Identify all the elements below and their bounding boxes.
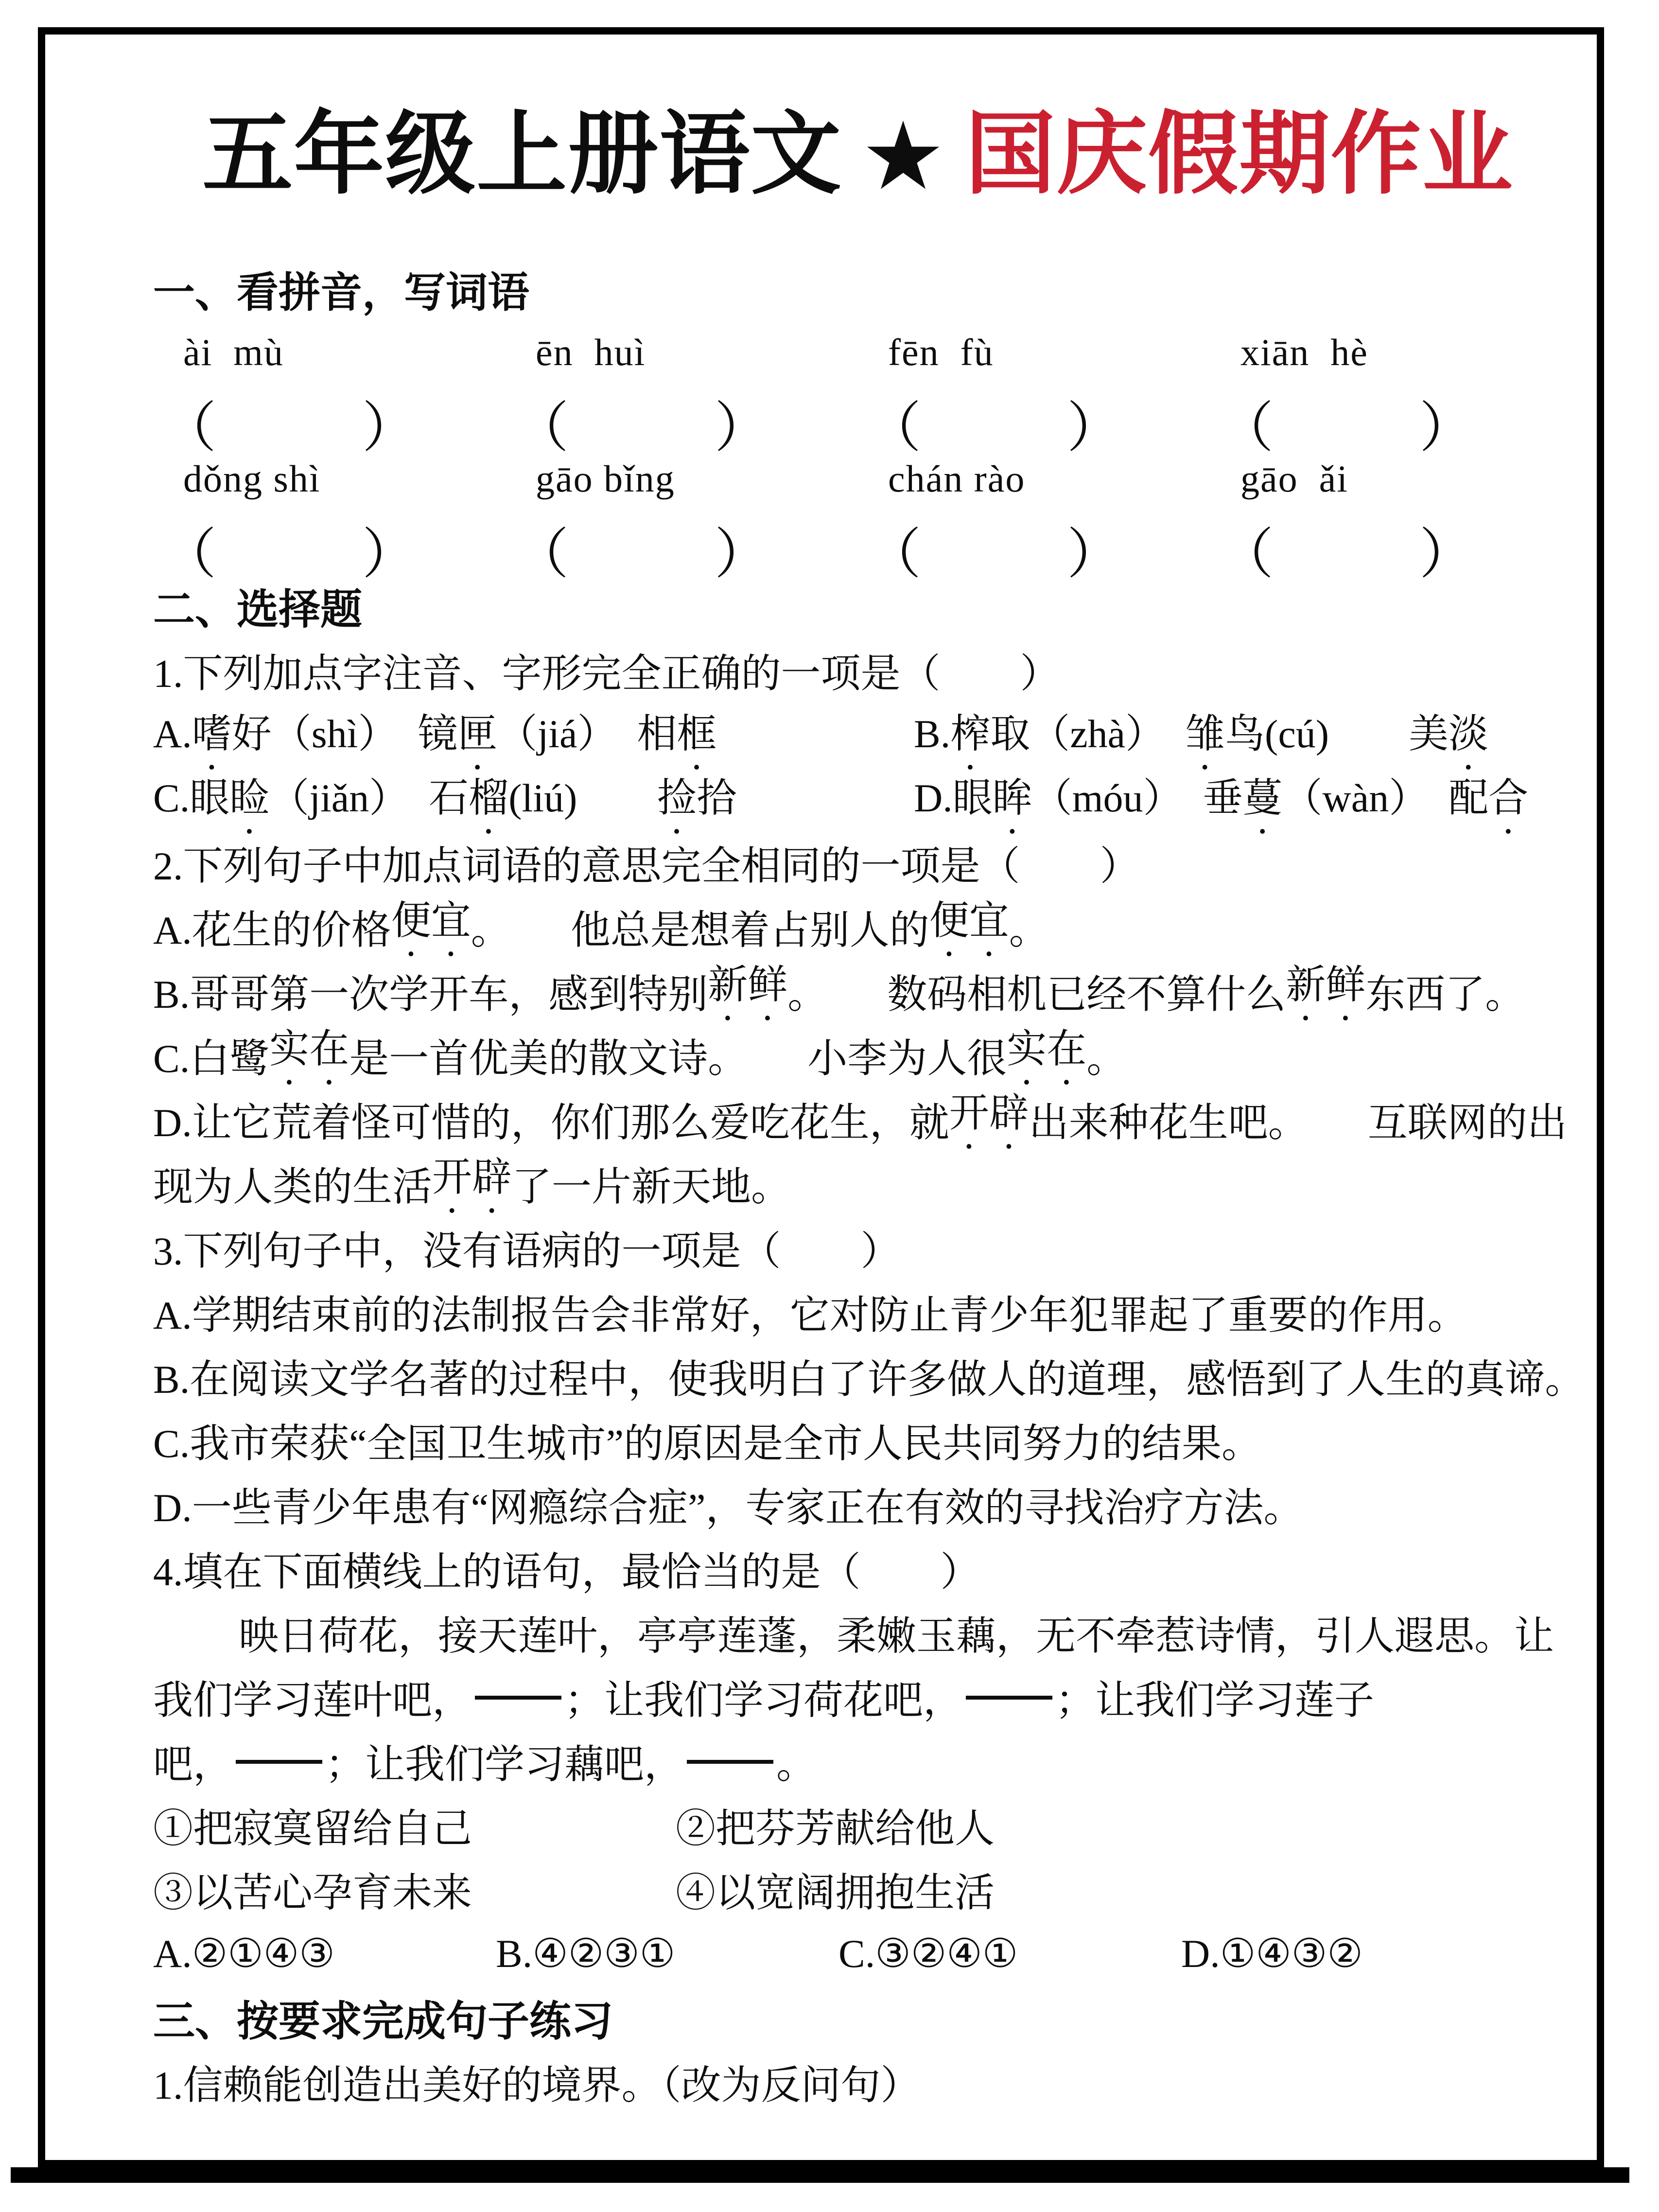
q2-option-d — [153, 1087, 1567, 1151]
pinyin-cell: fēn fù — [888, 331, 994, 373]
title-holiday-text: 国庆假期作业 — [965, 105, 1514, 205]
paren-open: （ — [162, 398, 216, 458]
text-run: 映日荷花，接天莲叶，亭亭莲蓬，柔嫩玉藕，无不牵惹诗情，引人遐思。让 — [239, 1614, 1554, 1658]
option-cell — [153, 1797, 676, 1854]
scan-edge-bar — [11, 2167, 1629, 2183]
pinyin-cell: gāo bǐng — [536, 457, 675, 500]
text-run: C.眼 — [153, 776, 230, 820]
text-run: 东西了。 — [1365, 972, 1525, 1017]
text-run: ③以苦心孕育未来 — [153, 1870, 472, 1915]
emphasis-dot-text: 合 — [1488, 776, 1529, 820]
answer-paren-cell — [1210, 510, 1563, 589]
text-run: 2.下列句子中加点词语的意思完全相同的一项是（ ） — [153, 843, 1140, 888]
worksheet-title — [153, 0, 1563, 214]
text-run: 。 — [1086, 1036, 1127, 1081]
q4-choices — [153, 1921, 1563, 1985]
q3-option-b — [153, 1344, 1585, 1408]
s3-item-1 — [153, 2050, 1563, 2114]
emphasis-dot-text: 匣 — [457, 712, 498, 756]
q3-option-c — [153, 1408, 1563, 1472]
q1-stem — [153, 638, 1563, 702]
text-run: B.在阅读文学名著的过程中，使我明白了许多做人的道理，感悟到了人生的真谛。 — [153, 1357, 1585, 1402]
text-run: C.我市荣获“全国卫生城市”的原因是全市人民共同努力的结果。 — [153, 1421, 1261, 1466]
q2-option-b — [153, 959, 1563, 1023]
text-run: 4.填在下面横线上的语句，最恰当的是（ ） — [153, 1549, 980, 1594]
text-run: C.③②④① — [838, 1931, 1018, 1976]
answer-paren-cell — [506, 384, 858, 462]
emphasis-dot-text: 眸 — [992, 776, 1032, 820]
worksheet-lines — [153, 257, 1585, 2114]
text-run: ；让我们学习莲子 — [1055, 1678, 1375, 1722]
text-run: 了一片新天地。 — [512, 1164, 791, 1209]
option-cell — [676, 1797, 1563, 1854]
choice-cell — [1181, 1931, 1563, 1977]
text-run: 3.下列句子中，没有语病的一项是（ ） — [153, 1229, 901, 1273]
text-run: 1.信赖能创造出美好的境界。（改为反问句） — [153, 2063, 921, 2107]
emphasis-dot-text: 便宜 — [391, 898, 471, 943]
text-run: （jiǎn） 石 — [269, 776, 469, 820]
paren-close: ） — [715, 398, 769, 458]
choice-cell — [153, 1931, 496, 1977]
paren-open: （ — [514, 525, 569, 585]
text-run: 。 他总是想着占别人的 — [471, 908, 929, 952]
paren-open: （ — [867, 398, 921, 458]
choice-cell — [496, 1931, 838, 1977]
q4-items-row-1 — [153, 1793, 1563, 1857]
pinyin-cell: chán rào — [888, 457, 1026, 500]
text-run: 。 — [776, 1742, 817, 1787]
paren-open: （ — [514, 398, 569, 458]
paren-open: （ — [162, 525, 216, 585]
text-run: 出来种花生吧。 互联网的出 — [1029, 1100, 1567, 1145]
q4-passage-line-1 — [153, 1600, 1563, 1665]
text-run: D.让它荒着怪可惜的，你们那么爱吃花生，就 — [153, 1100, 949, 1145]
text-run: 鸟(cú) 美 — [1225, 712, 1449, 756]
paren-close: ） — [1067, 398, 1121, 458]
answer-paren-cell — [506, 510, 858, 589]
section-3-heading — [153, 1985, 1563, 2050]
answer-paren-cell — [153, 384, 506, 462]
paren-close: ） — [715, 525, 769, 585]
text-run: 。 数码相机已经不算什么 — [787, 972, 1286, 1017]
title-course-text: 五年级上册语文 — [202, 105, 842, 205]
answer-blank — [475, 1694, 561, 1700]
text-run: 取（zhà） — [990, 712, 1186, 756]
emphasis-dot-text: 开辟 — [949, 1090, 1029, 1135]
pinyin-cell: gāo ǎi — [1240, 457, 1348, 500]
emphasis-dot-text: 便宜 — [929, 898, 1009, 943]
emphasis-dot-text: 新鲜 — [708, 962, 788, 1007]
text-run: 现为人类的生活 — [153, 1164, 433, 1209]
q4-items-row-2 — [153, 1857, 1563, 1921]
q4-passage-line-2 — [153, 1665, 1563, 1729]
text-run: （móu） 垂 — [1032, 776, 1243, 820]
emphasis-dot-text: 榴 — [469, 776, 509, 820]
text-run: ；让我们学习藕吧， — [325, 1742, 684, 1787]
answer-blank — [236, 1758, 322, 1764]
text-run: (liú) — [508, 776, 657, 820]
worksheet-content — [153, 0, 1585, 2114]
option-cell — [676, 1861, 1563, 1918]
pinyin-cell: dǒng shì — [183, 457, 321, 500]
pinyin-row-2 — [153, 447, 1563, 510]
text-run: B.哥哥第一次学开车，感到特别 — [153, 972, 708, 1017]
q1-options-ab — [153, 702, 1563, 766]
text-run: B. — [914, 712, 951, 756]
emphasis-dot-text: 淡 — [1449, 712, 1489, 756]
paren-open: （ — [1219, 398, 1274, 458]
emphasis-dot-text: 实在 — [1007, 1026, 1087, 1071]
answer-blank — [687, 1758, 773, 1764]
star-icon: ★ — [865, 111, 942, 204]
text-run: 我们学习莲叶吧， — [153, 1678, 472, 1722]
pinyin-cell: xiān hè — [1240, 331, 1368, 373]
section-1-heading — [153, 257, 1563, 321]
q3-stem — [153, 1215, 1563, 1280]
text-run: B.④②③① — [496, 1931, 676, 1976]
text-run: （wàn） 配 — [1282, 776, 1489, 820]
text-run: A. — [153, 712, 192, 756]
pinyin-cell: ēn huì — [536, 331, 646, 373]
text-run: 好（shì） 镜 — [231, 712, 458, 756]
q1-options-cd — [153, 766, 1563, 830]
answer-blank — [966, 1694, 1052, 1700]
text-run: ；让我们学习荷花吧， — [564, 1678, 963, 1722]
emphasis-dot-text: 实在 — [269, 1026, 349, 1071]
pinyin-cell: ài mù — [183, 331, 284, 373]
text-run: D.一些青少年患有“网瘾综合症”，专家正在有效的寻找治疗方法。 — [153, 1485, 1304, 1530]
text-run: D.①④③② — [1181, 1931, 1363, 1976]
answer-paren-row-2 — [153, 510, 1563, 585]
paren-open: （ — [1219, 525, 1274, 585]
text-run: 1.下列加点字注音、字形完全正确的一项是（ ） — [153, 651, 1060, 696]
choice-cell — [838, 1931, 1181, 1977]
pinyin-row-1 — [153, 321, 1563, 384]
paren-close: ） — [362, 525, 417, 585]
q3-option-a — [153, 1280, 1563, 1344]
q4-passage-line-3 — [153, 1729, 1563, 1793]
q2-option-a — [153, 895, 1563, 959]
text-run: ①把寂寞留给自己 — [153, 1806, 472, 1851]
text-run: D.眼 — [914, 776, 993, 820]
text-run: 吧， — [153, 1742, 233, 1787]
q2-option-d-cont — [153, 1151, 1563, 1215]
q3-option-d — [153, 1472, 1563, 1536]
answer-paren-cell — [1210, 384, 1563, 462]
paren-close: ） — [362, 398, 417, 458]
emphasis-dot-text: 开辟 — [432, 1155, 512, 1199]
option-cell — [153, 766, 914, 843]
text-run: ②把芬芳献给他人 — [676, 1806, 995, 1851]
paren-open: （ — [867, 525, 921, 585]
text-run: A.②①④③ — [153, 1931, 335, 1976]
paren-close: ） — [1419, 398, 1474, 458]
text-run: A.学期结束前的法制报告会非常好，它对防止青少年犯罪起了重要的作用。 — [153, 1293, 1467, 1337]
emphasis-dot-text: 睑 — [229, 776, 270, 820]
text-run: （jiá） 相 — [497, 712, 677, 756]
text-run: 二、选择题 — [153, 586, 362, 633]
paren-close: ） — [1419, 525, 1474, 585]
text-run: C.白鹭 — [153, 1036, 270, 1081]
paren-close: ） — [1067, 525, 1121, 585]
emphasis-dot-text: 蔓 — [1242, 776, 1283, 820]
emphasis-dot-text: 榨 — [950, 712, 991, 756]
text-run: 三、按要求完成句子练习 — [153, 1998, 613, 2045]
q2-option-c — [153, 1023, 1563, 1087]
emphasis-dot-text: 嗜 — [192, 712, 232, 756]
emphasis-dot-text: 雏 — [1185, 712, 1225, 756]
emphasis-dot-text: 新鲜 — [1286, 962, 1366, 1007]
emphasis-dot-text: 捡 — [657, 776, 697, 820]
text-run: 。 — [1009, 908, 1049, 952]
option-cell — [914, 766, 1563, 843]
answer-paren-row-1 — [153, 384, 1563, 458]
text-run: 是一首优美的散文诗。 小李为人很 — [349, 1036, 1007, 1081]
answer-paren-cell — [858, 384, 1210, 462]
text-run: 拾 — [697, 776, 737, 820]
q4-stem — [153, 1536, 1563, 1600]
option-cell — [153, 1861, 676, 1918]
text-run: 一、看拼音，写词语 — [153, 269, 529, 316]
text-run: ④以宽阔拥抱生活 — [676, 1870, 995, 1915]
text-run: A.花生的价格 — [153, 908, 391, 952]
emphasis-dot-text: 框 — [677, 712, 717, 756]
answer-paren-cell — [858, 510, 1210, 589]
